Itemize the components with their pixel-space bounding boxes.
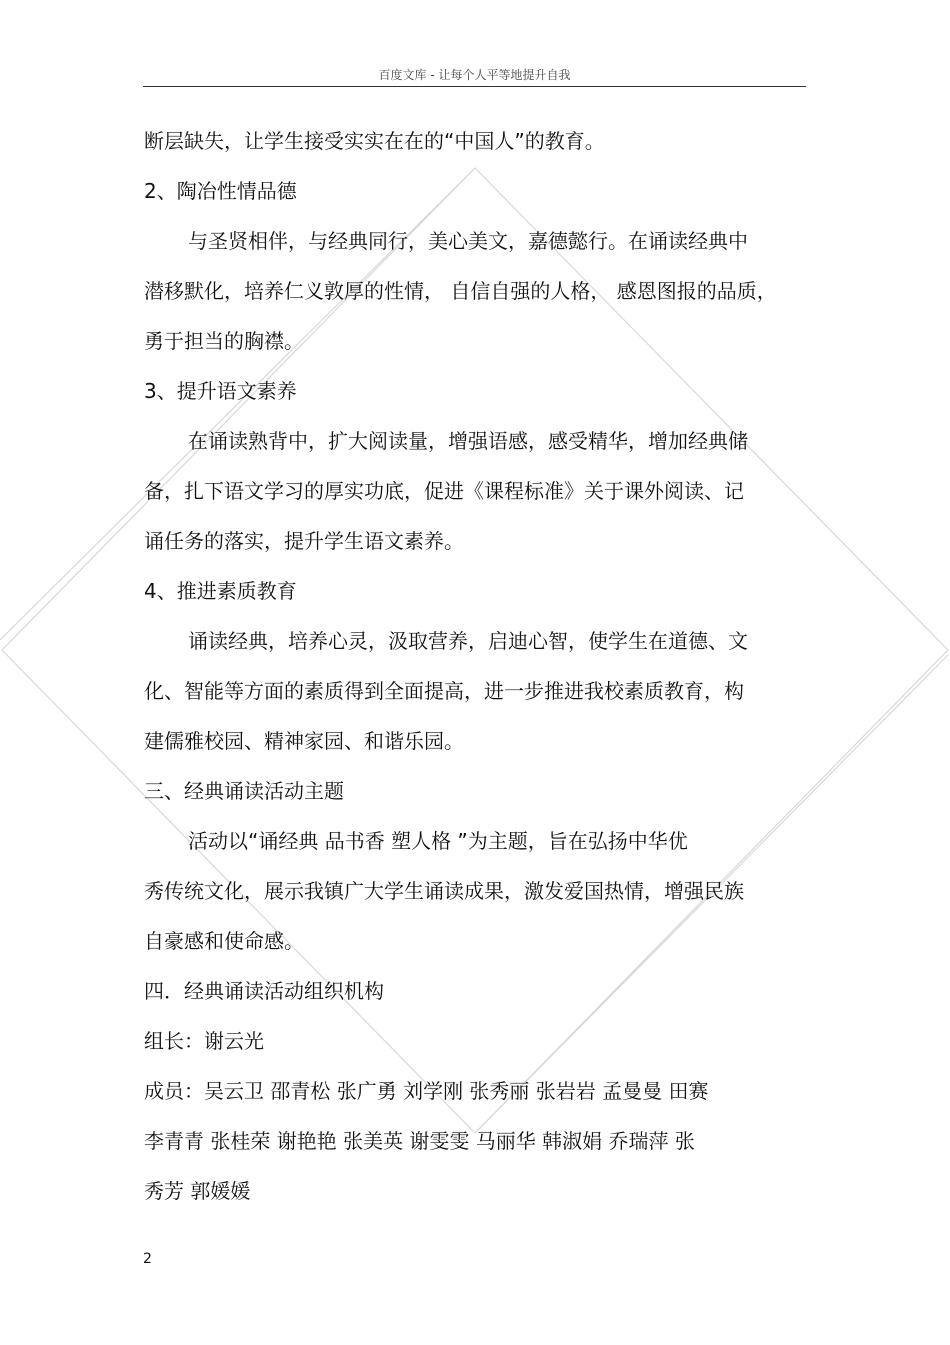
section-heading: 4、推进素质教育 — [144, 579, 297, 603]
body-line: 秀传统文化，展示我镇广大学生诵读成果，激发爱国热情，增强民族 — [144, 879, 744, 903]
section-heading: 2、陶冶性情品德 — [144, 179, 297, 203]
section-heading: 四．经典诵读活动组织机构 — [144, 979, 384, 1003]
body-line: 潜移默化，培养仁义敦厚的性情， 自信自强的人格， 感恩图报的品质， — [144, 279, 777, 303]
leader-line: 组长：谢云光 — [144, 1029, 264, 1053]
page-number: 2 — [143, 1251, 152, 1267]
body-line: 化、智能等方面的素质得到全面提高，进一步推进我校素质教育，构 — [144, 679, 744, 703]
header-divider — [143, 86, 806, 87]
section-heading: 三、经典诵读活动主题 — [144, 779, 344, 803]
body-line: 备，扎下语文学习的厚实功底，促进《课程标准》关于课外阅读、记 — [144, 479, 744, 503]
body-line: 诵读经典，培养心灵，汲取营养，启迪心智，使学生在道德、文 — [188, 629, 748, 653]
body-line: 活动以“诵经典 品书香 塑人格 ”为主题，旨在弘扬中华优 — [188, 829, 688, 853]
member-line: 成员：吴云卫 邵青松 张广勇 刘学刚 张秀丽 张岩岩 孟曼曼 田赛 — [144, 1079, 709, 1103]
body-line: 建儒雅校园、精神家园、和谐乐园。 — [144, 729, 464, 753]
member-line: 李青青 张桂荣 谢艳艳 张美英 谢雯雯 马丽华 韩淑娟 乔瑞萍 张 — [144, 1129, 695, 1153]
page-header: 百度文库 - 让每个人平等地提升自我 — [378, 68, 571, 82]
body-line: 与圣贤相伴，与经典同行，美心美文，嘉德懿行。在诵读经典中 — [188, 229, 748, 253]
section-heading: 3、提升语文素养 — [144, 379, 297, 403]
body-line: 在诵读熟背中，扩大阅读量，增强语感，感受精华，增加经典储 — [188, 429, 748, 453]
member-line: 秀芳 郭媛媛 — [144, 1179, 251, 1203]
body-line: 诵任务的落实，提升学生语文素养。 — [144, 529, 464, 553]
body-line: 勇于担当的胸襟。 — [144, 329, 304, 353]
body-line: 断层缺失，让学生接受实实在在的“中国人”的教育。 — [144, 129, 605, 153]
body-line: 自豪感和使命感。 — [144, 929, 304, 953]
